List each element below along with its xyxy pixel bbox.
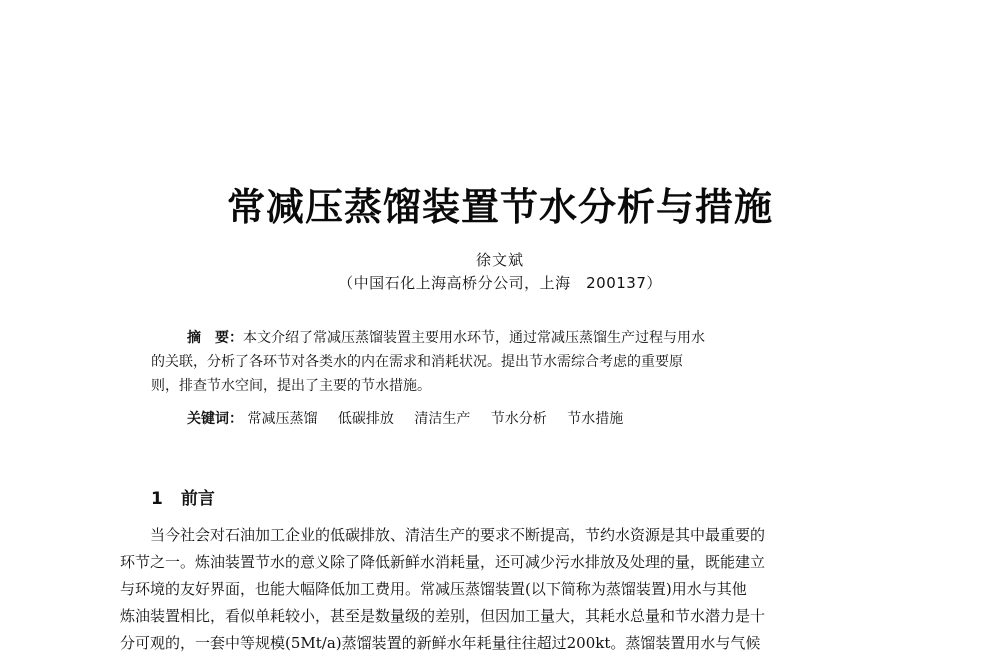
body-line: 环节之一。炼油装置节水的意义除了降低新鲜水消耗量，还可减少污水排放及处理的量，既能建立 [120,553,766,571]
author-name: 徐文斌 [475,251,524,269]
abstract-line [151,326,851,350]
body-paragraph [120,522,880,657]
keyword-item: 低碳排放 [337,411,394,427]
keywords [187,408,639,428]
section-number: 1 [151,489,163,509]
keywords-label: 关键词： [187,411,243,427]
abstract [151,326,851,398]
body-line: 分可观的，一套中等规模(5Mt/a)蒸馏装置的新鲜水年耗量往往超过200kt。蒸馏装置用水与气候 [120,634,761,652]
keyword-item: 节水措施 [567,411,624,427]
body-line: 当今社会对石油加工企业的低碳排放、清洁生产的要求不断提高，节约水资源是其中最重要的 [150,526,766,544]
body-line: 炼油装置相比，看似单耗较小，甚至是数量级的差别，但因加工量大，其耗水总量和节水潜力是十 [120,607,766,625]
abstract-line: 的关联，分析了各环节对各类水的内在需求和消耗状况。提出节水需综合考虑的重要原 [151,354,683,370]
abstract-line: 则，排查节水空间，提出了主要的节水措施。 [151,378,431,394]
author-affiliation: （中国石化上海高桥分公司，上海 200137） [338,274,662,292]
abstract-text: 本文介绍了常减压蒸馏装置主要用水环节，通过常减压蒸馏生产过程与用水 [243,330,705,346]
body-line: 与环境的友好界面，也能大幅降低加工费用。常减压蒸馏装置(以下简称为蒸馏装置)用水与其他 [120,580,747,598]
abstract-label: 摘 要： [187,330,243,346]
section-title: 前言 [180,489,215,509]
keyword-item: 节水分析 [490,411,547,427]
keyword-item: 常减压蒸馏 [247,411,318,427]
section-heading [151,484,215,509]
keyword-item: 清洁生产 [414,411,471,427]
paper-title: 常减压蒸馏装置节水分析与措施 [226,185,773,229]
